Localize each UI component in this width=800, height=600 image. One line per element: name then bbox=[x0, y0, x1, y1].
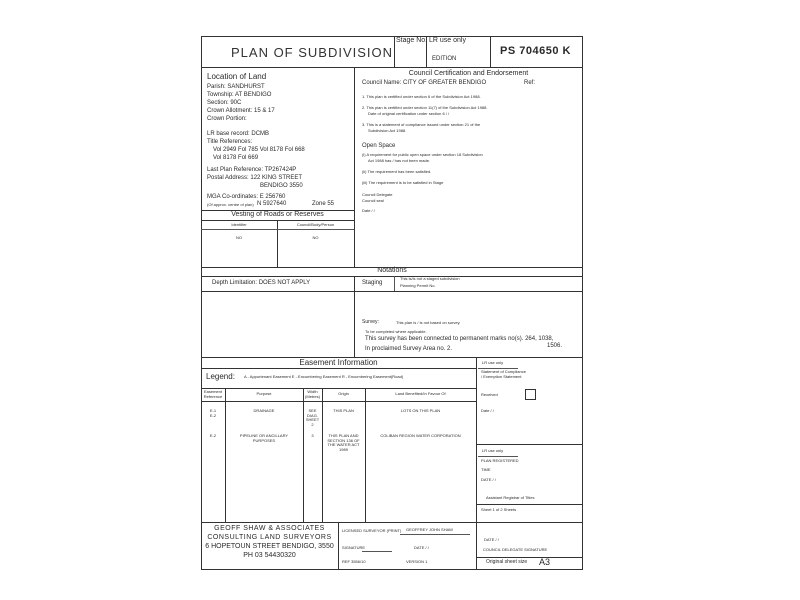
stage-divider bbox=[394, 36, 395, 67]
council-ref: Ref: bbox=[524, 80, 536, 86]
staging-divider bbox=[394, 276, 395, 291]
postal-address-line2: BENDIGO 3550 bbox=[260, 183, 303, 189]
stage-label: Stage No. bbox=[396, 37, 428, 44]
surveyor-label: LICENSED SURVEYOR (PRINT) bbox=[342, 528, 402, 533]
vesting-header-line bbox=[201, 229, 354, 230]
location-section: Section: 90C bbox=[207, 100, 242, 106]
plan-title: PLAN OF SUBDIVISION bbox=[231, 45, 394, 60]
vesting-council-value: NO bbox=[312, 235, 319, 240]
footer-ref: REF 3556/10 bbox=[342, 559, 366, 564]
sheet-count: Sheet 1 of 2 Sheets bbox=[481, 507, 517, 512]
signature-label: SIGNATURE bbox=[342, 545, 366, 550]
easement-sub-line bbox=[201, 368, 476, 369]
council-seal: Council seal bbox=[362, 198, 384, 203]
location-council-divider bbox=[354, 67, 355, 267]
sheet-size-line bbox=[476, 557, 583, 558]
legend-label: Legend: bbox=[206, 372, 235, 381]
surveyor-name: GEOFFREY JOHN SHAW bbox=[406, 527, 453, 532]
title-references-line1: Vol 2949 Fol 785 Vol 8178 Fol 668 bbox=[213, 147, 305, 153]
mga-coordinates: MGA Co-ordinates: E 256760 bbox=[207, 194, 286, 200]
notations-divider bbox=[354, 276, 355, 357]
easement-row-1-ref: E-1 E-2 bbox=[209, 408, 217, 418]
council-sig-date: DATE / / bbox=[484, 537, 499, 542]
staging-text-2: Planning Permit No. bbox=[400, 283, 436, 288]
survey-label: Survey: bbox=[362, 319, 379, 325]
easement-row-1-purpose: DRAINAGE bbox=[253, 408, 275, 413]
easement-heading: Easement Information bbox=[299, 358, 378, 367]
firm-address: 6 HOPETOUN STREET BENDIGO, 3550 bbox=[205, 543, 334, 550]
location-portion: Crown Portion: bbox=[207, 116, 247, 122]
open-space-item-3: (iii) The requirement is to be satisfied in Stage bbox=[362, 180, 444, 185]
vesting-council-header: Council/Body/Person bbox=[296, 222, 335, 227]
signature-date: DATE / / bbox=[414, 545, 429, 550]
lr-divider bbox=[426, 36, 427, 67]
survey-area: In proclaimed Survey Area no. 2. bbox=[365, 346, 453, 352]
notations-heading: Notations bbox=[377, 267, 407, 274]
last-plan-reference: Last Plan Reference: TP267424P bbox=[207, 167, 297, 173]
sheet-size-label: Original sheet size bbox=[486, 559, 528, 565]
council-date: Date / / bbox=[362, 208, 375, 213]
survey-connected-end: 1506. bbox=[547, 343, 563, 349]
survey-completed: To be completed where applicable. bbox=[365, 329, 427, 334]
footer-council-divider bbox=[476, 522, 477, 570]
easement-row-2-width: 3 bbox=[311, 433, 314, 438]
lr-use-only-2-line bbox=[478, 456, 518, 457]
compliance-date: Date / / bbox=[481, 408, 494, 413]
postal-address: Postal Address: 122 KING STREET bbox=[207, 175, 303, 181]
council-item-3: 3. This is a statement of compliance issued under section 21 of the bbox=[362, 122, 481, 127]
council-delegate: Council Delegate bbox=[362, 192, 393, 197]
location-township: Township: AT BENDIGO bbox=[207, 92, 272, 98]
sheet-line bbox=[476, 504, 583, 505]
easement-ref-header: Easement Reference bbox=[203, 389, 223, 399]
staging-text-1: This is/is not a staged subdivision bbox=[400, 276, 460, 281]
council-item-2-date: Date of original certification under section 6 / / bbox=[368, 111, 450, 116]
open-space-item-1: (i) A requirement for public open space under section 18 Subdivision bbox=[362, 152, 483, 157]
footer-firm-divider bbox=[338, 522, 339, 570]
firm-name: GEOFF SHAW & ASSOCIATES bbox=[214, 525, 325, 532]
plan-registered: PLAN REGISTERED bbox=[481, 458, 519, 463]
vesting-identifier-value: NO bbox=[236, 235, 242, 240]
survey-based-text: This plan is / is not based on survey. bbox=[396, 320, 461, 325]
easement-origin-header: Origin bbox=[338, 391, 349, 396]
footer-version: VERSION 1 bbox=[406, 559, 428, 564]
open-space-item-2: (ii) The requirement has been satisfied. bbox=[362, 169, 432, 174]
survey-connected: This survey has been connected to permanent marks no(s). 264, 1038, bbox=[365, 336, 554, 342]
vesting-heading: Vesting of Roads or Reserves bbox=[231, 211, 324, 218]
lr-section-line bbox=[476, 444, 583, 445]
council-delegate-signature: COUNCIL DELEGATE SIGNATURE bbox=[483, 547, 548, 552]
lr-use-only-label: LR use only bbox=[429, 37, 466, 44]
council-item-2: 2. This plan is certified under section 11(7) of the Subdivision Act 1988. bbox=[362, 105, 488, 110]
registered-date: DATE / / bbox=[481, 477, 496, 482]
easement-row-1-width: SEE DIAG. SHEET 2 bbox=[305, 408, 320, 427]
council-item-3-act: Subdivision Act 1988. bbox=[368, 128, 407, 133]
council-name: Council Name: CITY OF GREATER BENDIGO bbox=[362, 80, 487, 86]
easement-legend-line bbox=[201, 388, 476, 389]
easement-land-header: Land Benefited/In Favour Of bbox=[395, 391, 446, 396]
easement-row-1-origin: THIS PLAN bbox=[333, 408, 354, 413]
location-heading: Location of Land bbox=[207, 72, 267, 81]
title-references-line2: Vol 8178 Fol 669 bbox=[213, 155, 259, 161]
legend-text: A - Appurtenant Easement E - Encumbering Easement R - Encumbering Easement(Road) bbox=[244, 374, 404, 379]
lr-base-record: LR base record: DCMB bbox=[207, 131, 270, 137]
plan-number-divider bbox=[490, 36, 491, 67]
vesting-identifier-header: Identifier bbox=[231, 222, 247, 227]
location-allotment: Crown Allotment: 15 & 17 bbox=[207, 108, 275, 114]
depth-line bbox=[201, 291, 583, 292]
easement-row-1-land: LOTS ON THIS PLAN bbox=[400, 408, 441, 413]
mga-northing: N 5927640 bbox=[257, 201, 287, 207]
assistant-registrar: Assistant Registrar of Titles bbox=[486, 495, 535, 500]
lr-use-only-2: LR use only bbox=[482, 448, 504, 453]
firm-phone: PH 03 54430320 bbox=[243, 552, 296, 559]
location-parish: Parish: SANDHURST bbox=[207, 84, 265, 90]
header-divider bbox=[201, 67, 583, 68]
staging-label: Staging bbox=[362, 280, 383, 286]
received-checkbox[interactable] bbox=[525, 389, 536, 400]
mga-note: (Of approx. centre of plan) bbox=[207, 202, 254, 207]
easement-width-header: Width (Metres) bbox=[305, 389, 320, 399]
depth-limitation: Depth Limitation: DOES NOT APPLY bbox=[212, 280, 311, 286]
council-heading: Council Certification and Endorsement bbox=[408, 70, 529, 77]
surveyor-name-line bbox=[400, 534, 470, 535]
firm-description: CONSULTING LAND SURVEYORS bbox=[207, 534, 332, 541]
easement-row-2-ref: E-2 bbox=[209, 433, 217, 438]
compliance-statement: Statement of Compliance / Exemption Statement bbox=[481, 369, 526, 379]
edition-label: EDITION bbox=[432, 56, 457, 62]
sheet-size-value: A3 bbox=[539, 557, 551, 567]
title-references-label: Title References: bbox=[207, 139, 253, 145]
notations-sub-line bbox=[201, 276, 583, 277]
open-space-heading: Open Space bbox=[362, 143, 396, 149]
registered-time: TIME bbox=[481, 467, 491, 472]
received-label: Received bbox=[481, 392, 498, 397]
easement-purpose-header: Purpose bbox=[256, 391, 272, 396]
easement-header-line bbox=[201, 401, 476, 402]
lr-use-only-1: LR use only bbox=[482, 360, 504, 365]
plan-number: PS 704650 K bbox=[500, 45, 571, 57]
mga-zone: Zone 55 bbox=[312, 201, 335, 207]
easement-row-2-origin: THIS PLAN AND SECTION 136 OF THE WATER ACT 1989 bbox=[327, 433, 360, 452]
easement-row-2-purpose: PIPELINE OR ANCILLARY PURPOSES bbox=[239, 433, 289, 443]
easement-lr-divider bbox=[476, 357, 477, 522]
footer-top-line bbox=[201, 522, 583, 523]
signature-line bbox=[362, 551, 392, 552]
easement-row-2-land: COLIBAN REGION WATER CORPORATION bbox=[380, 433, 461, 438]
open-space-item-1b: Act 1988 has / has not been made. bbox=[368, 158, 431, 163]
council-item-1: 1. This plan is certified under section 6 of the Subdivision Act 1988. bbox=[362, 94, 481, 99]
